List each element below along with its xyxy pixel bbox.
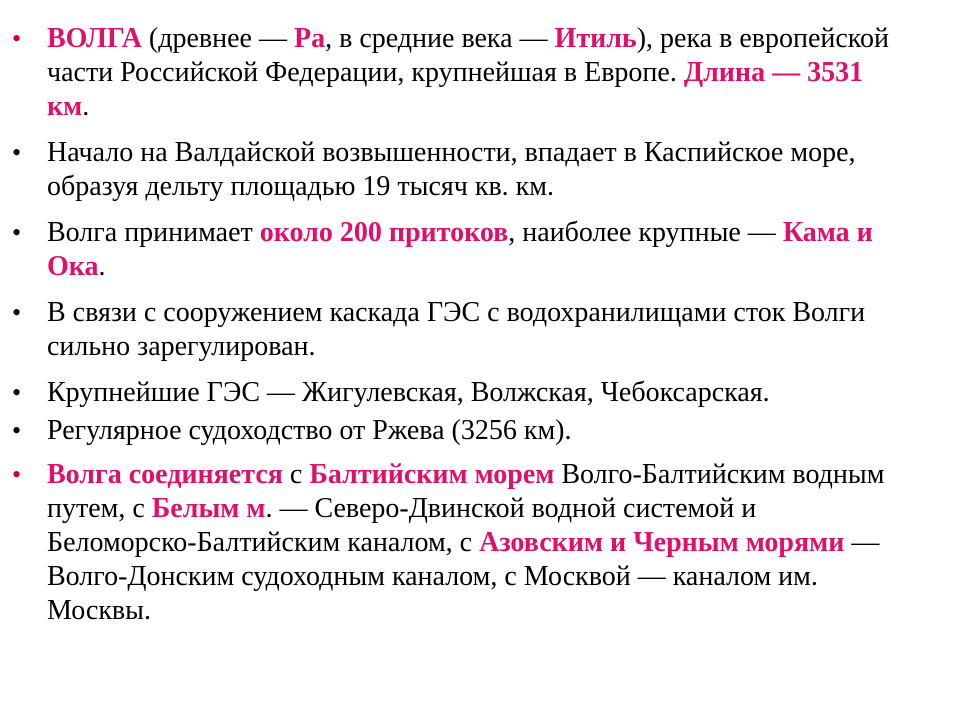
highlight-text: Азовским и Черным морями <box>479 527 845 558</box>
highlight-text: Белым м <box>151 493 266 524</box>
bullet-marker: • <box>12 416 22 445</box>
bullet-item-hydro-cascade <box>10 296 910 364</box>
body-text: Начало на Валдайской возвышенности, впадает в Каспийское море, образуя дельту площадью 19 тысяч кв. км. <box>47 137 856 202</box>
highlight-text: Итиль <box>554 23 637 54</box>
body-text: ), река в европейской части Российской Федерации, крупнейшая в Европе. <box>47 23 889 88</box>
bullet-marker: • <box>12 138 22 167</box>
bullet-marker: • <box>12 218 22 247</box>
body-text: с <box>282 459 310 490</box>
body-text: В связи с сооружением каскада ГЭС с водохранилищами сток Волги сильно зарегулирован. <box>47 297 866 362</box>
bullet-marker: • <box>12 460 22 489</box>
bullet-item-navigation <box>10 414 910 448</box>
highlight-text: Кама и Ока <box>47 217 873 282</box>
bullet-item-source <box>10 136 910 204</box>
bullet-list <box>10 22 910 638</box>
bullet-item-connections <box>10 458 910 628</box>
body-text: . — Северо-Двинской водной системой и Беломорско-Балтийским каналом, с <box>47 493 757 558</box>
body-text: Крупнейшие ГЭС — Жигулевская, Волжская, Чебоксарская. <box>47 377 770 408</box>
body-text: Регулярное судоходство от Ржева (3256 км). <box>47 415 572 446</box>
body-text: Волго-Балтийским водным путем, с <box>47 459 885 524</box>
body-text: Волга принимает <box>47 217 260 248</box>
highlight-text: Длина — 3531 км <box>47 57 864 122</box>
body-text: . <box>82 91 90 122</box>
highlight-text: Волга соединяется <box>47 459 283 490</box>
bullet-marker: • <box>12 298 22 327</box>
body-text: . <box>98 251 106 282</box>
body-text: — Волго-Донским судоходным каналом, с Москвой — каналом им. Москвы. <box>47 527 880 626</box>
bullet-marker: • <box>12 378 22 407</box>
highlight-text: около 200 притоков <box>259 217 509 248</box>
bullet-item-tributaries <box>10 216 910 284</box>
highlight-text: Балтийским морем <box>309 459 555 490</box>
highlight-text: ВОЛГА <box>47 23 142 54</box>
body-text: , в средние века — <box>325 23 555 54</box>
body-text: (древнее — <box>141 23 294 54</box>
body-text: , наиболее крупные — <box>508 217 783 248</box>
bullet-item-largest-hydro <box>10 376 910 410</box>
highlight-text: Ра <box>293 23 326 54</box>
bullet-marker: • <box>12 24 22 53</box>
bullet-item-volga-name <box>10 22 910 124</box>
